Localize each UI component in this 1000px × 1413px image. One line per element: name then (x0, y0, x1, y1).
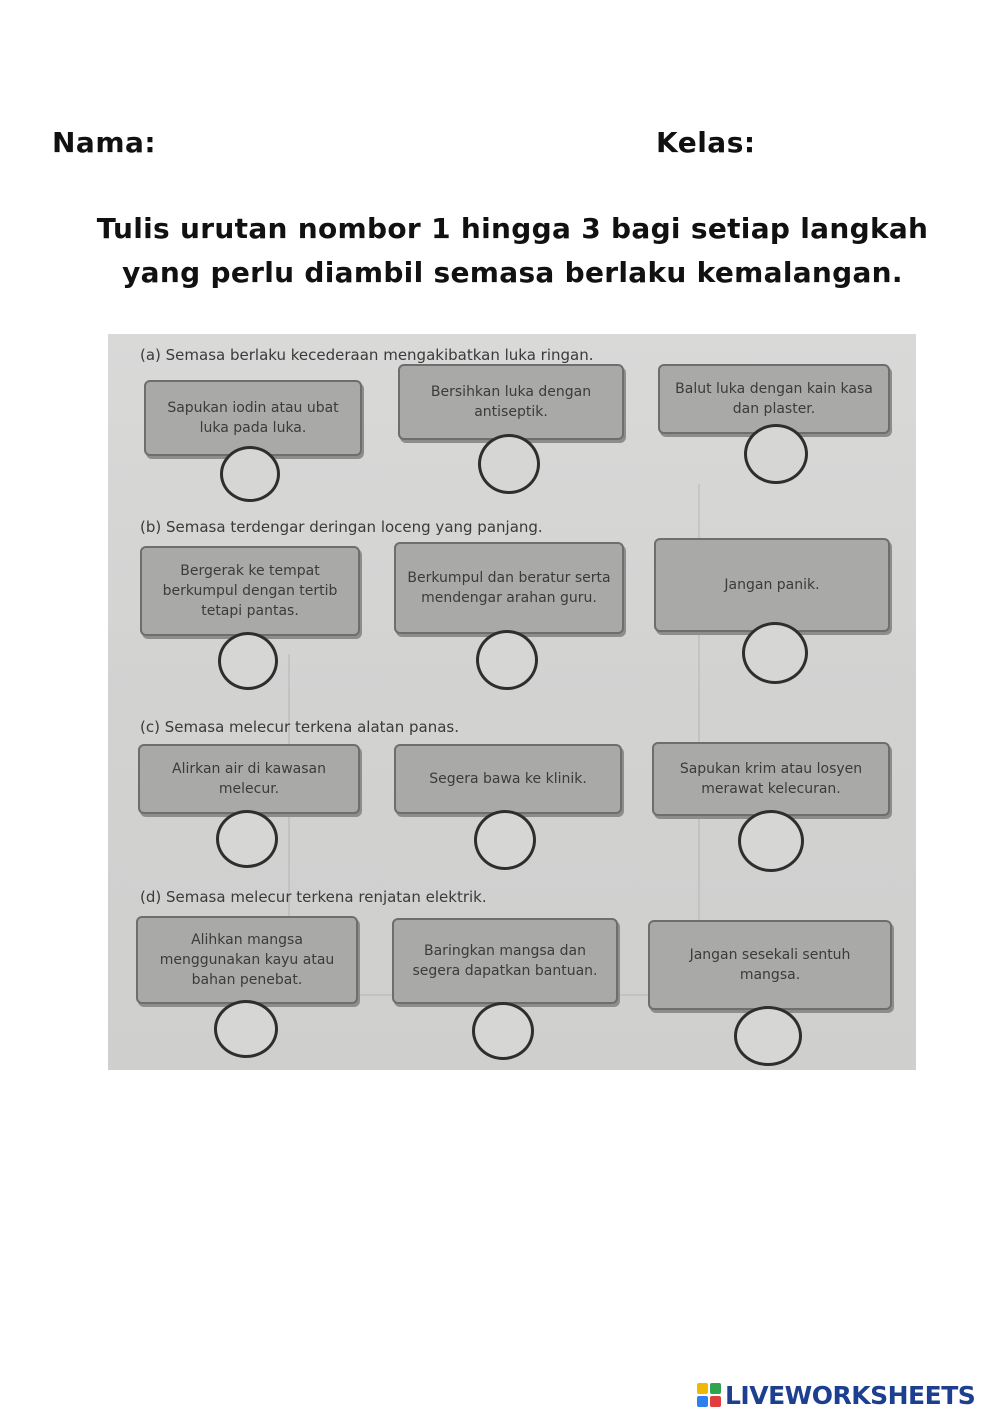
answer-circle-d-3[interactable] (734, 1006, 802, 1066)
step-a-3: Balut luka dengan kain kasa dan plaster. (658, 364, 890, 434)
step-b-3: Jangan panik. (654, 538, 890, 632)
answer-circle-b-3[interactable] (742, 622, 808, 684)
liveworksheets-logo-icon (697, 1383, 721, 1407)
step-d-3: Jangan sesekali sentuh mangsa. (648, 920, 892, 1010)
step-b-2: Berkumpul dan beratur serta mendengar arahan guru. (394, 542, 624, 634)
step-c-1: Alirkan air di kawasan melecur. (138, 744, 360, 814)
answer-circle-b-1[interactable] (218, 632, 278, 690)
step-c-2: Segera bawa ke klinik. (394, 744, 622, 814)
answer-circle-a-2[interactable] (478, 434, 540, 494)
question-b-title: (b) Semasa terdengar deringan loceng yang panjang. (140, 518, 543, 536)
answer-circle-c-3[interactable] (738, 810, 804, 872)
name-label: Nama: (52, 126, 157, 159)
answer-circle-a-3[interactable] (744, 424, 808, 484)
class-label: Kelas: (656, 126, 756, 159)
answer-circle-a-1[interactable] (220, 446, 280, 502)
step-c-3: Sapukan krim atau losyen merawat kelecuran. (652, 742, 890, 816)
instruction-line-2: yang perlu diambil semasa berlaku kemalangan. (122, 256, 903, 289)
liveworksheets-brand-text: LIVEWORKSHEETS (725, 1380, 976, 1410)
step-b-1: Bergerak ke tempat berkumpul dengan tertib tetapi pantas. (140, 546, 360, 636)
answer-circle-c-1[interactable] (216, 810, 278, 868)
liveworksheets-logo (697, 1378, 975, 1412)
answer-circle-b-2[interactable] (476, 630, 538, 690)
question-d-title: (d) Semasa melecur terkena renjatan elektrik. (140, 888, 487, 906)
answer-circle-d-2[interactable] (472, 1002, 534, 1060)
step-a-2: Bersihkan luka dengan antiseptik. (398, 364, 624, 440)
question-c-title: (c) Semasa melecur terkena alatan panas. (140, 718, 459, 736)
step-d-1: Alihkan mangsa menggunakan kayu atau bahan penebat. (136, 916, 358, 1004)
worksheet-photo (108, 334, 916, 1070)
question-a-title: (a) Semasa berlaku kecederaan mengakibatkan luka ringan. (140, 346, 594, 364)
step-d-2: Baringkan mangsa dan segera dapatkan bantuan. (392, 918, 618, 1004)
answer-circle-c-2[interactable] (474, 810, 536, 870)
answer-circle-d-1[interactable] (214, 1000, 278, 1058)
instruction-line-1: Tulis urutan nombor 1 hingga 3 bagi setiap langkah (96, 212, 929, 245)
step-a-1: Sapukan iodin atau ubat luka pada luka. (144, 380, 362, 456)
